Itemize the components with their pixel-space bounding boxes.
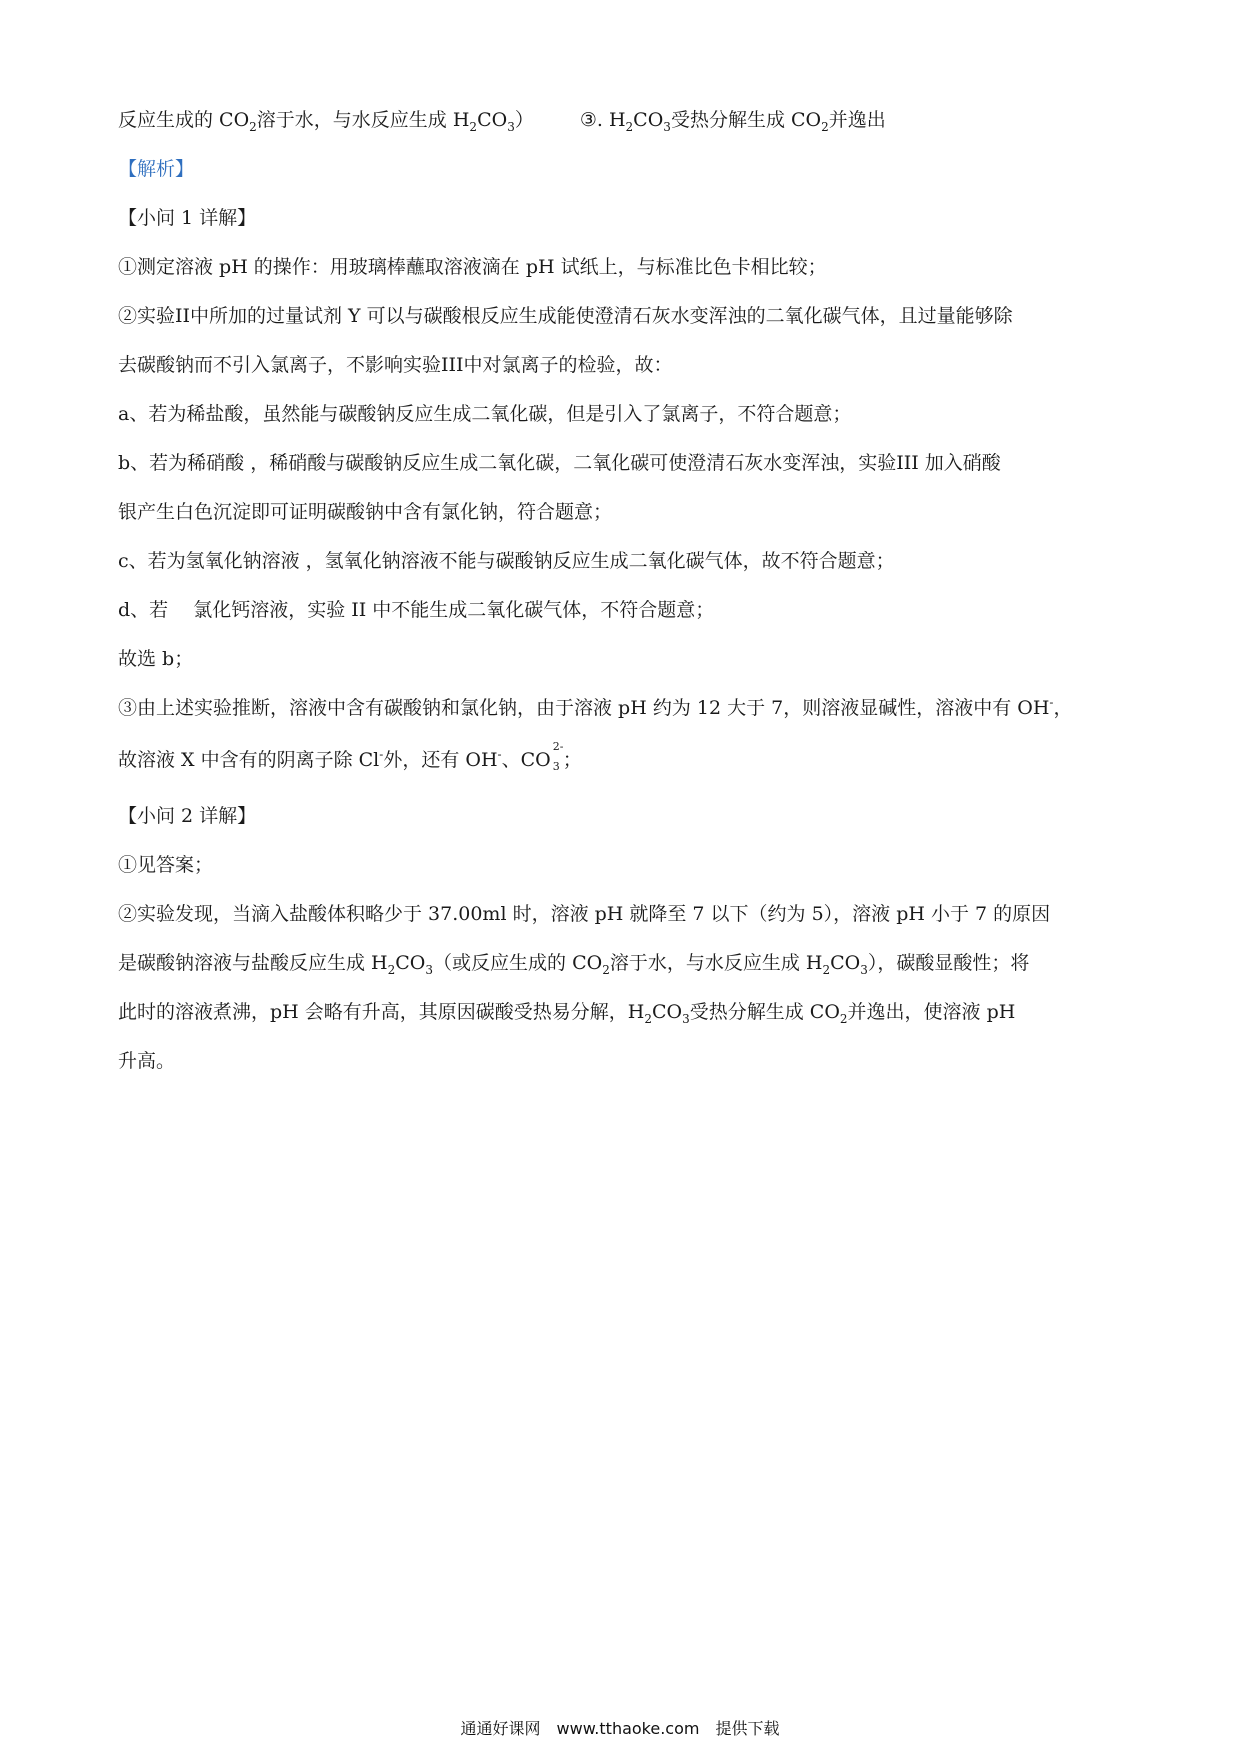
q1-line-10: ③由上述实验推断，溶液中含有碳酸钠和氯化钠，由于溶液 pH 约为 12 大于 7，则溶液显碱性，溶液中有 OH-， <box>118 695 1073 719</box>
q1-line-1: ①测定溶液 pH 的操作：用玻璃棒蘸取溶液滴在 pH 试纸上，与标准比色卡相比较； <box>118 256 827 278</box>
subquestion-1-heading: 【小问 1 详解】 <box>118 207 257 229</box>
q2-line-1: ①见答案； <box>118 854 214 876</box>
q2-line-5: 升高。 <box>118 1050 176 1072</box>
q1-line-8: d、若 氯化钙溶液，实验 II 中不能生成二氧化碳气体，不符合题意； <box>118 599 715 621</box>
page-footer-watermark: 通通好课网 www.tthaoke.com 提供下载 <box>460 1719 780 1738</box>
q1-line-11: 故溶液 X 中含有的阴离子除 Cl-外，还有 OH-、CO 2- 3 ； <box>118 740 582 773</box>
subquestion-2-heading: 【小问 2 详解】 <box>118 805 257 827</box>
q2-line-3: 是碳酸钠溶液与盐酸反应生成 $H_2CO_3$（或反应生成的 $CO_2$溶于水，与水反应生成 $H_2CO_3$），碳酸显酸性；将 <box>118 952 1030 977</box>
answer-continuation-line: 反应生成的 $CO_2$溶于水，与水反应生成 $H_2CO_3$） ③. $H_2CO_3$受热分解生成 $CO_2$并逸出 <box>118 109 886 134</box>
q1-line-5: b、若为稀硝酸 ，稀硝酸与碳酸钠反应生成二氧化碳，二氧化碳可使澄清石灰水变浑浊，实验III 加入硝酸 <box>118 452 1001 474</box>
q2-line-4: 此时的溶液煮沸，pH 会略有升高，其原因碳酸受热易分解，$H_2CO_3$受热分解生成 $CO_2$并逸出，使溶液 pH <box>118 1001 1016 1026</box>
analysis-label: 【解析】 <box>118 158 195 180</box>
q1-line-3: 去碳酸钠而不引入氯离子，不影响实验III中对氯离子的检验，故： <box>118 354 673 376</box>
q1-line-4: a、若为稀盐酸，虽然能与碳酸钠反应生成二氧化碳，但是引入了氯离子，不符合题意； <box>118 403 852 425</box>
q1-line-9: 故选 b； <box>118 648 194 670</box>
q2-line-2: ②实验发现，当滴入盐酸体积略少于 37.00ml 时，溶液 pH 就降至 7 以下（约为 5），溶液 pH 小于 7 的原因 <box>118 903 1051 925</box>
q1-line-6: 银产生白色沉淀即可证明碳酸钠中含有氯化钠，符合题意； <box>118 501 613 523</box>
q1-line-2: ②实验II中所加的过量试剂 Y 可以与碳酸根反应生成能使澄清石灰水变浑浊的二氧化碳气体，且过量能够除 <box>118 305 1013 327</box>
q1-line-7: c、若为氢氧化钠溶液 ，氢氧化钠溶液不能与碳酸钠反应生成二氧化碳气体，故不符合题意； <box>118 550 895 572</box>
